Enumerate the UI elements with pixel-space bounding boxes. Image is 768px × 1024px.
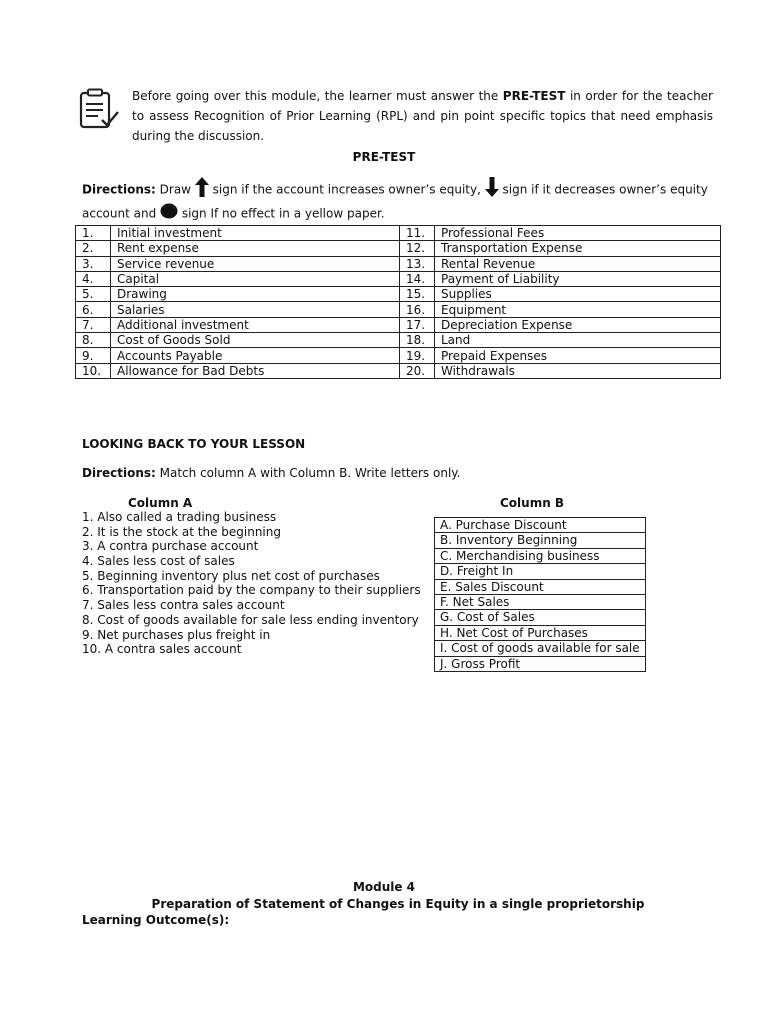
item-number: 17. <box>400 317 435 332</box>
item-number: 10. <box>76 363 111 378</box>
pretest-directions-text-1: Draw <box>155 182 195 197</box>
item-name: Capital <box>111 271 400 286</box>
item-name: Additional investment <box>111 317 400 332</box>
item-number: 6. <box>76 302 111 317</box>
item-name: Professional Fees <box>435 226 721 241</box>
section-title: LOOKING BACK TO YOUR LESSON <box>82 437 306 451</box>
circle-icon <box>160 203 178 225</box>
pretest-directions-text-3: sign if it decreases owner’s equity account and <box>82 182 708 221</box>
answer-option: D. Freight In <box>435 564 646 579</box>
arrow-up-icon <box>195 177 209 203</box>
column-a-title: Column A <box>128 496 193 510</box>
list-item: 5. Beginning inventory plus net cost of purchases <box>82 568 380 583</box>
item-number: 12. <box>400 241 435 256</box>
table-row <box>76 256 721 271</box>
item-name: Drawing <box>111 287 400 302</box>
item-number: 4. <box>76 271 111 286</box>
pretest-directions-label: Directions: <box>82 182 156 197</box>
item-name: Prepaid Expenses <box>435 348 721 363</box>
list-item: 3. A contra purchase account <box>82 539 259 554</box>
item-name: Land <box>435 333 721 348</box>
item-number: 19. <box>400 348 435 363</box>
answer-option: G. Cost of Sales <box>435 610 646 625</box>
column-b-table <box>434 517 646 672</box>
list-item: 8. Cost of goods available for sale less ending inventory <box>82 612 419 627</box>
item-name: Initial investment <box>111 226 400 241</box>
table-row <box>76 333 721 348</box>
item-name: Supplies <box>435 287 721 302</box>
item-number: 13. <box>400 256 435 271</box>
pretest-directions-text-2: sign if the account increases owner’s equity, <box>208 182 485 197</box>
table-row <box>76 241 721 256</box>
item-number: 11. <box>400 226 435 241</box>
intro-text-part1: Before going over this module, the learner must answer the <box>132 89 503 103</box>
module-subtitle: Preparation of Statement of Changes in Equity in a single proprietorship <box>151 897 645 911</box>
column-b-title: Column B <box>500 496 565 510</box>
item-name: Cost of Goods Sold <box>111 333 400 348</box>
item-name: Depreciation Expense <box>435 317 721 332</box>
clipboard-check-icon <box>78 88 120 130</box>
match-directions-label: Directions: <box>82 466 156 480</box>
table-row <box>435 625 646 640</box>
table-row <box>435 533 646 548</box>
pretest-directions <box>82 177 722 225</box>
table-row <box>76 271 721 286</box>
answer-option: I. Cost of goods available for sale <box>435 641 646 656</box>
table-row <box>76 226 721 241</box>
item-name: Withdrawals <box>435 363 721 378</box>
item-number: 7. <box>76 317 111 332</box>
item-name: Equipment <box>435 302 721 317</box>
item-number: 9. <box>76 348 111 363</box>
match-directions <box>82 466 460 481</box>
module-title: Module 4 <box>352 880 416 894</box>
table-row <box>435 579 646 594</box>
table-row <box>76 317 721 332</box>
item-name: Allowance for Bad Debts <box>111 363 400 378</box>
item-name: Transportation Expense <box>435 241 721 256</box>
pretest-table <box>75 225 721 379</box>
table-row <box>435 564 646 579</box>
learning-outcomes-label: Learning Outcome(s): <box>82 913 230 927</box>
answer-option: A. Purchase Discount <box>435 518 646 533</box>
intro-paragraph <box>132 86 713 146</box>
item-number: 18. <box>400 333 435 348</box>
item-name: Accounts Payable <box>111 348 400 363</box>
answer-option: J. Gross Profit <box>435 656 646 671</box>
pretest-title: PRE-TEST <box>352 150 416 164</box>
arrow-down-icon <box>485 177 499 203</box>
item-name: Rental Revenue <box>435 256 721 271</box>
item-number: 16. <box>400 302 435 317</box>
table-row <box>435 610 646 625</box>
answer-option: H. Net Cost of Purchases <box>435 625 646 640</box>
list-item: 9. Net purchases plus freight in <box>82 627 271 642</box>
column-a-list <box>82 510 421 657</box>
list-item: 1. Also called a trading business <box>82 510 277 524</box>
item-number: 2. <box>76 241 111 256</box>
list-item: 2. It is the stock at the beginning <box>82 524 281 539</box>
answer-option: E. Sales Discount <box>435 579 646 594</box>
match-directions-text: Match column A with Column B. Write letters only. <box>155 466 461 480</box>
table-row <box>76 287 721 302</box>
item-number: 20. <box>400 363 435 378</box>
answer-option: C. Merchandising business <box>435 548 646 563</box>
intro-text-bold: PRE-TEST <box>502 89 566 103</box>
item-number: 14. <box>400 271 435 286</box>
answer-option: B. Inventory Beginning <box>435 533 646 548</box>
intro-text-part2: in order for the teacher to assess Recognition of Prior Learning (RPL) and pin point specific topics that need emphasis during the discussion. <box>132 89 713 143</box>
item-name: Rent expense <box>111 241 400 256</box>
table-row <box>435 641 646 656</box>
table-row <box>435 656 646 671</box>
item-number: 8. <box>76 333 111 348</box>
table-row <box>76 363 721 378</box>
answer-option: F. Net Sales <box>435 595 646 610</box>
item-name: Salaries <box>111 302 400 317</box>
table-row <box>435 548 646 563</box>
table-row <box>76 302 721 317</box>
item-number: 3. <box>76 256 111 271</box>
list-item: 7. Sales less contra sales account <box>82 598 285 613</box>
table-row <box>435 518 646 533</box>
pretest-directions-text-4: sign If no effect in a yellow paper. <box>178 206 385 221</box>
list-item: 4. Sales less cost of sales <box>82 554 235 569</box>
list-item: 6. Transportation paid by the company to their suppliers <box>82 583 421 598</box>
list-item: 10. A contra sales account <box>82 642 242 657</box>
table-row <box>435 595 646 610</box>
item-number: 1. <box>76 226 111 241</box>
table-row <box>76 348 721 363</box>
item-name: Payment of Liability <box>435 271 721 286</box>
item-number: 5. <box>76 287 111 302</box>
item-name: Service revenue <box>111 256 400 271</box>
item-number: 15. <box>400 287 435 302</box>
